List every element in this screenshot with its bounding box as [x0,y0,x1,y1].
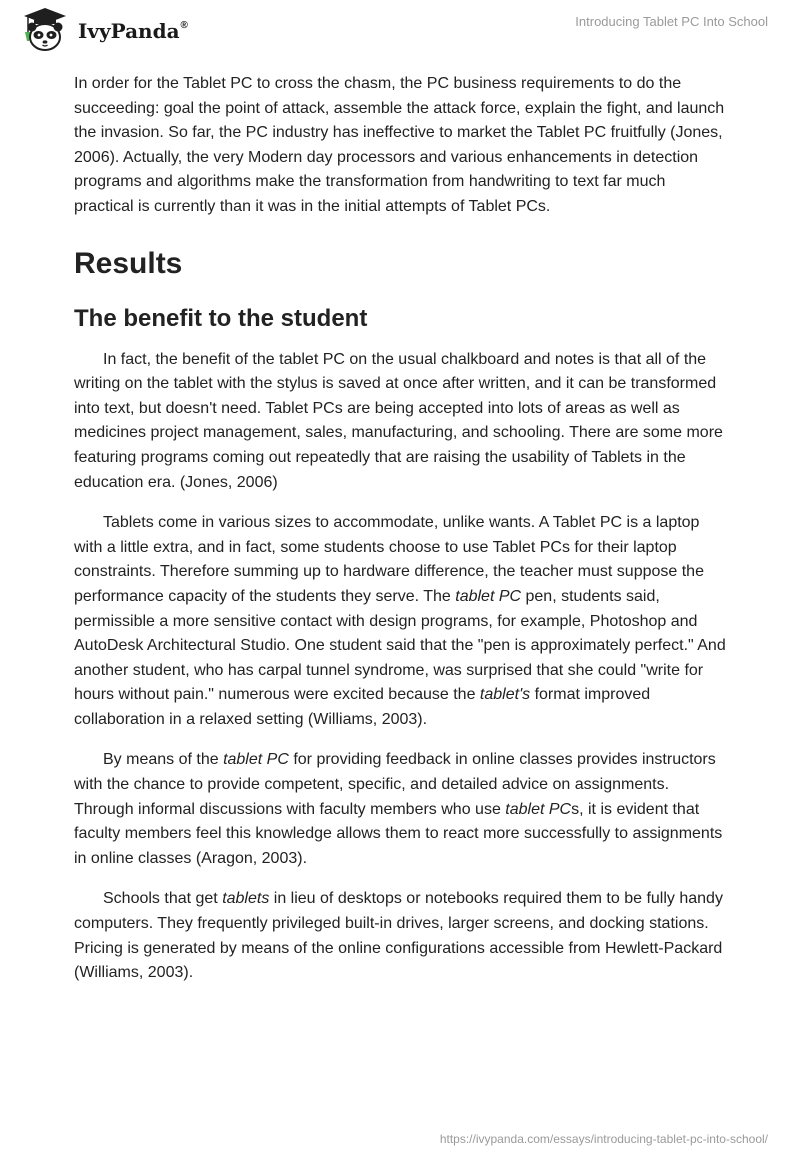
intro-paragraph: In order for the Tablet PC to cross the chasm, the PC business requirements to do the succeeding: goal the point of attack, assemble the attack force, explain the fight, and launch the invasion. So far, the PC industry has ineffective to market the Tablet PC fruitfully (Jones, 2006). Actually, the very Modern day processors and various enhancements in detection programs and algorithms make the transformation from handwriting to text far much practical is currently than it was in the initial attempts of Tablet PCs. [74,75,725,215]
essay-body [74,72,726,1002]
body-paragraph-3: By means of the tablet PC for providing feedback in online classes provides instructors with the chance to provide competent, specific, and detailed advice on assignments. Through informal discussions with faculty members who use tablet PCs, it is evident that faculty members feel this knowledge allows them to react more successfully to assignments in online classes (Aragon, 2003). [74,751,723,867]
italic-term: tablet PC [505,800,572,818]
body-paragraph-4: Schools that get tablets in lieu of desktops or notebooks required them to be fully handy computers. They frequently privileged built-in drives, larger screens, and docking stations. Pricing is generated by means of the online configurations accessible from Hewlett-Packard (Williams, 2003). [74,890,723,982]
source-url-link[interactable]: https://ivypanda.com/essays/introducing-tablet-pc-into-school/ [439,1132,768,1146]
page-header [0,0,800,64]
document-title: Introducing Tablet PC Into School [575,14,768,29]
results-heading: Results [74,246,183,280]
italic-term: tablet PC [455,587,522,605]
italic-term: tablet's [479,686,531,704]
benefit-heading: The benefit to the student [74,304,368,332]
italic-term: tablets [222,890,270,908]
logo-wordmark: IvyPanda® [78,19,188,43]
registered-mark: ® [180,20,188,32]
panda-graduate-icon [16,7,74,53]
body-paragraph-2: Tablets come in various sizes to accommodate, unlike wants. A Tablet PC is a laptop with a little extra, and in fact, some students choose to use Tablet PCs for their laptop constraints. Therefore summing up to hardware difference, the teacher must suppose the performance capacity of the students they serve. The tablet PC pen, students said, permissible a more sensitive contact with design programs, for example, Photoshop and AutoDesk Architectural Studio. One student said that the "pen is approximately perfect." And another student, who has carpal tunnel syndrome, was surprised that she could "write for hours without pain." numerous were excited because the tablet's format improved collaboration in a relaxed setting (Williams, 2003). [74,514,726,728]
italic-term: tablet PC [223,751,289,769]
body-paragraph-1: In fact, the benefit of the tablet PC on the usual chalkboard and notes is that all of the writing on the tablet with the stylus is saved at once after written, and it can be transformed into text, but doesn't need. Tablet PCs are being accepted into lots of areas as well as medicines project management, sales, manufacturing, and schooling. There are some more featuring programs coming out repeatedly that are raising the usability of Tablets in the education era. (Jones, 2006) [74,350,723,491]
ivypanda-logo[interactable] [16,7,188,53]
